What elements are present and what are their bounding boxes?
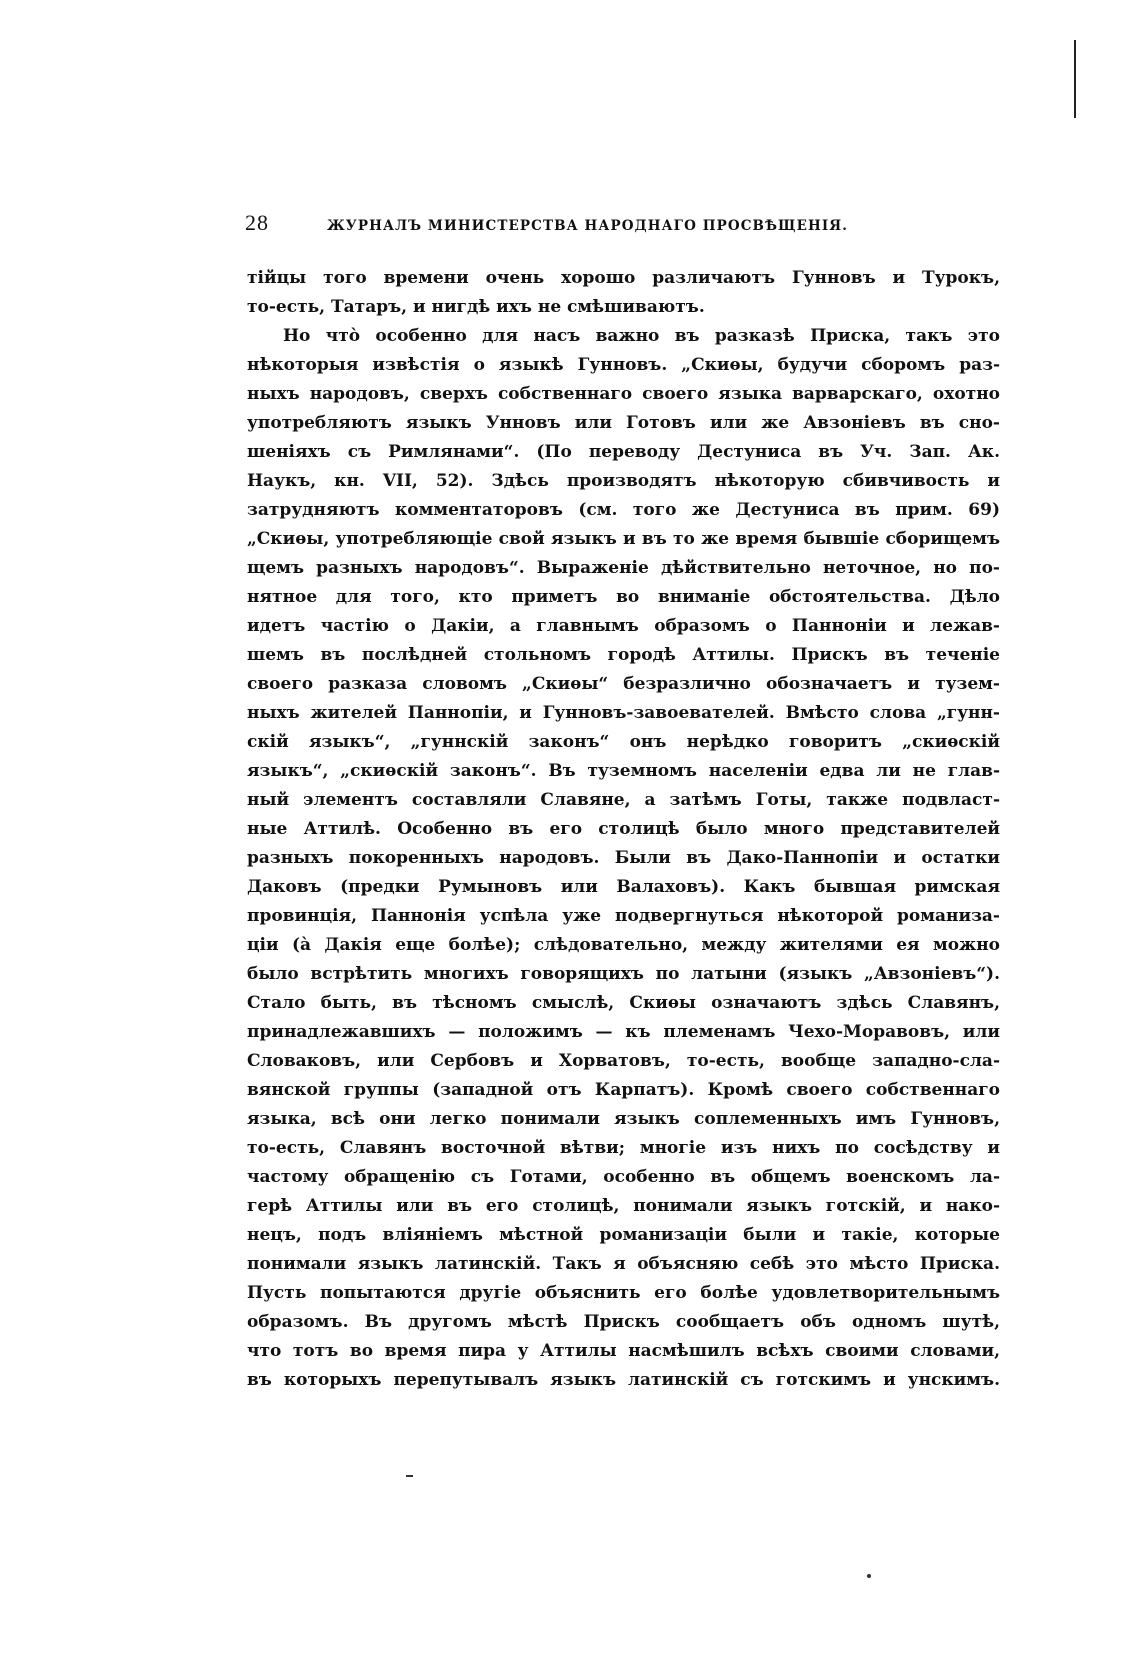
text-line: своего разказа словомъ „Скиѳы“ безразлично обозначаетъ и тузем- (247, 674, 1000, 694)
text-line: ціи (а̀ Дакія еще болѣе); слѣдовательно, между жителями ея можно (247, 935, 1000, 955)
text-line: Стало быть, въ тѣсномъ смыслѣ, Скиѳы означаютъ здѣсь Славянъ, (247, 993, 1000, 1013)
text-line: въ которыхъ перепутывалъ языкъ латинскій съ готскимъ и унскимъ. (247, 1370, 1000, 1390)
text-line: то-есть, Славянъ восточной вѣтви; многіе изъ нихъ по сосѣдству и (247, 1138, 1000, 1158)
text-line: „Скиѳы, употребляющіе свой языкъ и въ то же время бывшіе сборищемъ (247, 529, 1000, 549)
text-line: ныхъ народовъ, сверхъ собственнаго своего языка варварскаго, охотно (247, 384, 1000, 404)
text-line: нятное для того, кто приметъ во вниманіе обстоятельства. Дѣло (247, 587, 1000, 607)
text-line: языкъ“, „скиѳскій законъ“. Въ туземномъ населеніи едва ли не глав- (247, 761, 1000, 781)
body-text (247, 264, 1000, 1395)
text-line: нецъ, подъ вліяніемъ мѣстной романизаціи были и такіе, которые (247, 1225, 1000, 1245)
text-line: было встрѣтить многихъ говорящихъ по латыни (языкъ „Авзоніевъ“). (247, 964, 1000, 984)
text-line: то-есть, Татаръ, и нигдѣ ихъ не смѣшиваютъ. (247, 297, 705, 317)
text-line: частому обращенію съ Готами, особенно въ общемъ военскомъ ла- (247, 1167, 1000, 1187)
text-line: тійцы того времени очень хорошо различаютъ Гунновъ и Турокъ, (247, 268, 1000, 288)
text-line: Но что̀ особенно для насъ важно въ разказѣ Приска, такъ это (283, 326, 1000, 346)
text-line: скій языкъ“, „гуннскій законъ“ онъ нерѣдко говоритъ „скиѳскій (247, 732, 1000, 752)
text-line: Даковъ (предки Румыновъ или Валаховъ). Какъ бывшая римская (247, 877, 1000, 897)
text-line: ные Аттилѣ. Особенно въ его столицѣ было много представителей (247, 819, 1000, 839)
scan-speck (406, 1475, 413, 1477)
text-line: ныхъ жителей Паннопіи, и Гунновъ-завоевателей. Вмѣсто слова „гунн- (247, 703, 1000, 723)
text-line: ный элементъ составляли Славяне, а затѣмъ Готы, также подвласт- (247, 790, 1000, 810)
text-line: Наукъ, кн. VII, 52). Здѣсь производятъ нѣкоторую сбивчивость и (247, 471, 1000, 491)
text-line: языка, всѣ они легко понимали языкъ соплеменныхъ имъ Гунновъ, (247, 1109, 1000, 1129)
text-line: Пусть попытаются другіе объяснить его болѣе удовлетворительнымъ (247, 1283, 1000, 1303)
running-title: ЖУРНАЛЪ МИНИСТЕРСТВА НАРОДНАГО ПРОСВѢЩЕНІЯ. (327, 218, 849, 234)
text-line: шеніяхъ съ Римлянами“. (По переводу Дестуниса въ Уч. Зап. Ак. (247, 442, 1000, 462)
scan-speck (867, 1574, 871, 1578)
text-line: образомъ. Въ другомъ мѣстѣ Прискъ сообщаетъ объ одномъ шутѣ, (247, 1312, 1000, 1332)
text-line: понимали языкъ латинскій. Такъ я объясняю себѣ это мѣсто Приска. (247, 1254, 1000, 1274)
text-line: принадлежавшихъ — положимъ — къ племенамъ Чехо-Моравовъ, или (247, 1022, 1000, 1042)
text-line: что тотъ во время пира у Аттилы насмѣшилъ всѣхъ своими словами, (247, 1341, 1000, 1361)
text-line: употребляютъ языкъ Унновъ или Готовъ или же Авзоніевъ въ сно- (247, 413, 1000, 433)
text-line: нѣкоторыя извѣстія о языкѣ Гунновъ. „Скиѳы, будучи сборомъ раз- (247, 355, 1000, 375)
text-line: затрудняютъ комментаторовъ (см. того же Дестуниса въ прим. 69) (247, 500, 1000, 520)
page-header (245, 210, 1000, 244)
text-line: щемъ разныхъ народовъ“. Выраженіе дѣйствительно неточное, но по- (247, 558, 1000, 578)
text-line: разныхъ покоренныхъ народовъ. Были въ Дако-Паннопіи и остатки (247, 848, 1000, 868)
text-line: идетъ частію о Дакіи, а главнымъ образомъ о Паннонiи и лежав- (247, 616, 1000, 636)
text-line: вянской группы (западной отъ Карпатъ). Кромѣ своего собственнаго (247, 1080, 1000, 1100)
page-edge-mark (1074, 40, 1076, 118)
page-number: 28 (245, 210, 269, 235)
text-line: герѣ Аттилы или въ его столицѣ, понимали языкъ готскій, и нако- (247, 1196, 1000, 1216)
text-line: провинція, Паннонія успѣла уже подвергнуться нѣкоторой романиза- (247, 906, 1000, 926)
text-line: Словаковъ, или Сербовъ и Хорватовъ, то-есть, вообще западно-сла- (247, 1051, 1000, 1071)
text-line: шемъ въ послѣдней стольномъ городѣ Аттилы. Прискъ въ теченіе (247, 645, 1000, 665)
